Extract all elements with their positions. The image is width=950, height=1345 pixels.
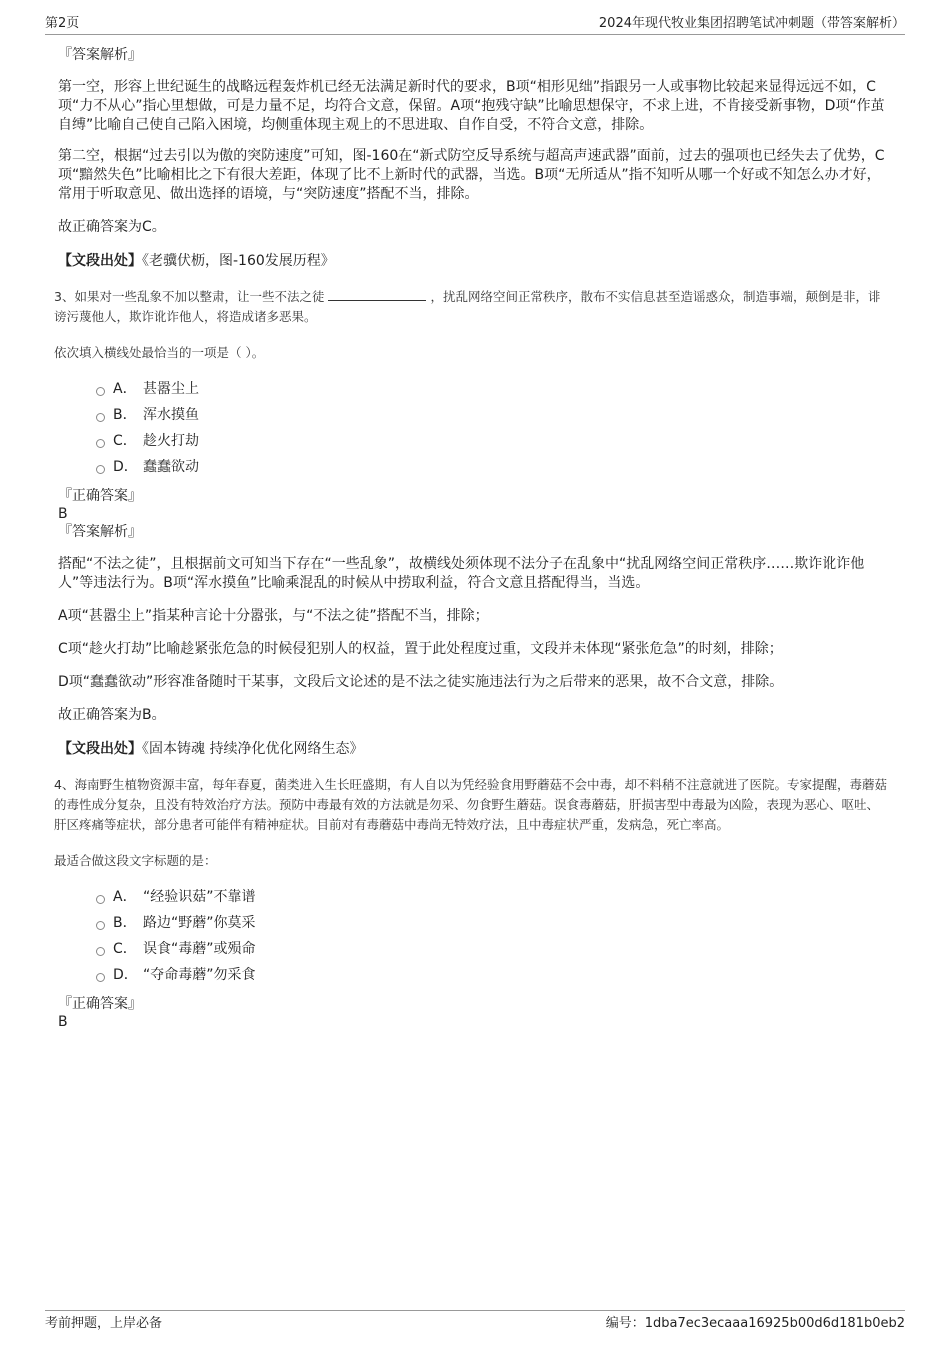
document-id: 编号：1dba7ec3ecaaa16925b00d6d181b0eb2: [605, 1316, 905, 1331]
q3-question-after: ，扰乱网络空间正常秩序，散布不实信息甚至造谣惑众，制造事端，颠倒是非，诽谤污蔑他人，欺诈讹诈他人，将造成诸多恶果。: [54, 289, 881, 324]
option-letter: A．: [113, 381, 137, 397]
radio-icon[interactable]: [96, 439, 105, 448]
radio-icon[interactable]: [96, 387, 105, 396]
q4-question: 4、海南野生植物资源丰富，每年春夏，菌类进入生长旺盛期，有人自以为凭经验食用野蘑菇不会中毒，却不料稍不注意就进了医院。专家提醒，毒蘑菇的毒性成分复杂，且没有特效治疗方法。预防中毒最有效的方法就是勿采、勿食野生蘑菇。误食毒蘑菇，肝损害型中毒最为凶险，表现为恶心、呕吐、肝区疼痛等症状，部分患者可能伴有精神症状。目前对有毒蘑菇中毒尚无特效疗法，且中毒症状严重，发病急，死亡率高。: [54, 777, 887, 832]
q2-conclusion: 故正确答案为C。: [58, 219, 166, 235]
radio-icon[interactable]: [96, 465, 105, 474]
radio-icon[interactable]: [96, 921, 105, 930]
page-footer: [45, 1310, 905, 1333]
q3-option-c[interactable]: [96, 427, 890, 453]
q3-conclusion: 故正确答案为B。: [58, 707, 166, 723]
option-letter: D．: [113, 459, 138, 475]
option-letter: B．: [113, 915, 137, 931]
option-letter: D．: [113, 967, 138, 983]
q4-prompt: 最适合做这段文字标题的是：: [54, 853, 217, 868]
q3-correct-label: 『正确答案』: [58, 488, 142, 504]
q3-analysis-paragraph-1: 搭配“不法之徒”，且根据前文可知当下存在“一些乱象”，故横线处须体现不法分子在乱象中“扰乱网络空间正常秩序……欺诈讹诈他人”等违法行为。B项“浑水摸鱼”比喻乘混乱的时候从中捞取利益，符合文意且搭配得当，当选。: [58, 556, 865, 591]
option-letter: A．: [113, 889, 137, 905]
option-letter: C．: [113, 941, 137, 957]
q3-blank: [328, 288, 426, 301]
option-text: 路边“野蘑”你莫采: [143, 915, 256, 931]
option-text: 趁火打劫: [143, 433, 199, 449]
q3-source-text: 《固本铸魂 持续净化优化网络生态》: [142, 741, 364, 757]
q3-analysis-label: 『答案解析』: [58, 524, 142, 540]
option-text: “夺命毒蘑”勿采食: [143, 967, 256, 983]
option-text: 误食“毒蘑”或殒命: [143, 941, 256, 957]
q4-correct-answer: B: [58, 1014, 68, 1030]
main-content: [54, 46, 890, 1031]
q2-source-text: 《老骥伏枥，图-160发展历程》: [142, 253, 335, 269]
q4-options: [96, 883, 890, 987]
q3-analysis-paragraph-4: D项“蠢蠢欲动”形容准备随时干某事，文段后文论述的是不法之徒实施违法行为之后带来的恶果，故不合文意，排除。: [58, 674, 784, 690]
radio-icon[interactable]: [96, 973, 105, 982]
q3-analysis-paragraph-2: A项“甚嚣尘上”指某种言论十分嚣张，与“不法之徒”搭配不当，排除；: [58, 608, 489, 624]
document-title: 2024年现代牧业集团招聘笔试冲刺题（带答案解析）: [598, 16, 905, 31]
option-text: “经验识菇”不靠谱: [143, 889, 256, 905]
q4-option-a[interactable]: [96, 883, 890, 909]
radio-icon[interactable]: [96, 413, 105, 422]
option-text: 蠢蠢欲动: [143, 459, 199, 475]
q3-source-tag: 【文段出处】: [58, 741, 142, 757]
q3-prompt: 依次填入横线处最恰当的一项是（ ）。: [54, 345, 265, 360]
q2-source: [58, 251, 890, 271]
q2-source-tag: 【文段出处】: [58, 253, 142, 269]
q3-option-d[interactable]: [96, 453, 890, 479]
option-text: 甚嚣尘上: [143, 381, 199, 397]
q4-option-b[interactable]: [96, 909, 890, 935]
radio-icon[interactable]: [96, 895, 105, 904]
page-number: 第2页: [45, 16, 80, 31]
q3-option-b[interactable]: [96, 401, 890, 427]
radio-icon[interactable]: [96, 947, 105, 956]
q3-option-a[interactable]: [96, 375, 890, 401]
q3-correct-answer: B: [58, 506, 68, 522]
q4-option-c[interactable]: [96, 935, 890, 961]
option-letter: B．: [113, 407, 137, 423]
q4-option-d[interactable]: [96, 961, 890, 987]
q2-analysis-paragraph-2: 第二空，根据“过去引以为傲的突防速度”可知，图-160在“新式防空反导系统与超高声速武器”面前，过去的强项也已经失去了优势，C项“黯然失色”比喻相比之下有很大差距，体现了比不上新时代的武器，当选。B项“无所适从”指不知听从哪一个好或不知怎么办才好，常用于听取意见、做出选择的语境，与“突防速度”搭配不当，排除。: [58, 148, 885, 202]
q3-question: [54, 287, 890, 327]
q3-options: [96, 375, 890, 479]
page-header: [45, 14, 905, 35]
option-text: 浑水摸鱼: [143, 407, 199, 423]
q2-analysis-label: 『答案解析』: [58, 47, 142, 63]
option-letter: C．: [113, 433, 137, 449]
q2-analysis-paragraph-1: 第一空，形容上世纪诞生的战略远程轰炸机已经无法满足新时代的要求，B项“相形见绌”指跟另一人或事物比较起来显得远远不如，C项“力不从心”指心里想做，可是力量不足，均符合文意，保留。A项“抱残守缺”比喻思想保守，不求上进，不肯接受新事物，D项“作茧自缚”比喻自己使自己陷入困境，均侧重体现主观上的不思进取、自作自受，不符合文意，排除。: [58, 79, 885, 133]
footer-slogan: 考前押题，上岸必备: [45, 1316, 163, 1331]
q3-source: [58, 739, 890, 759]
q4-correct-label: 『正确答案』: [58, 996, 142, 1012]
q3-question-before: 3、如果对一些乱象不加以整肃，让一些不法之徒: [54, 289, 325, 304]
q3-analysis-paragraph-3: C项“趁火打劫”比喻趁紧张危急的时候侵犯别人的权益，置于此处程度过重，文段并未体现“紧张危急”的时刻，排除；: [58, 641, 783, 657]
